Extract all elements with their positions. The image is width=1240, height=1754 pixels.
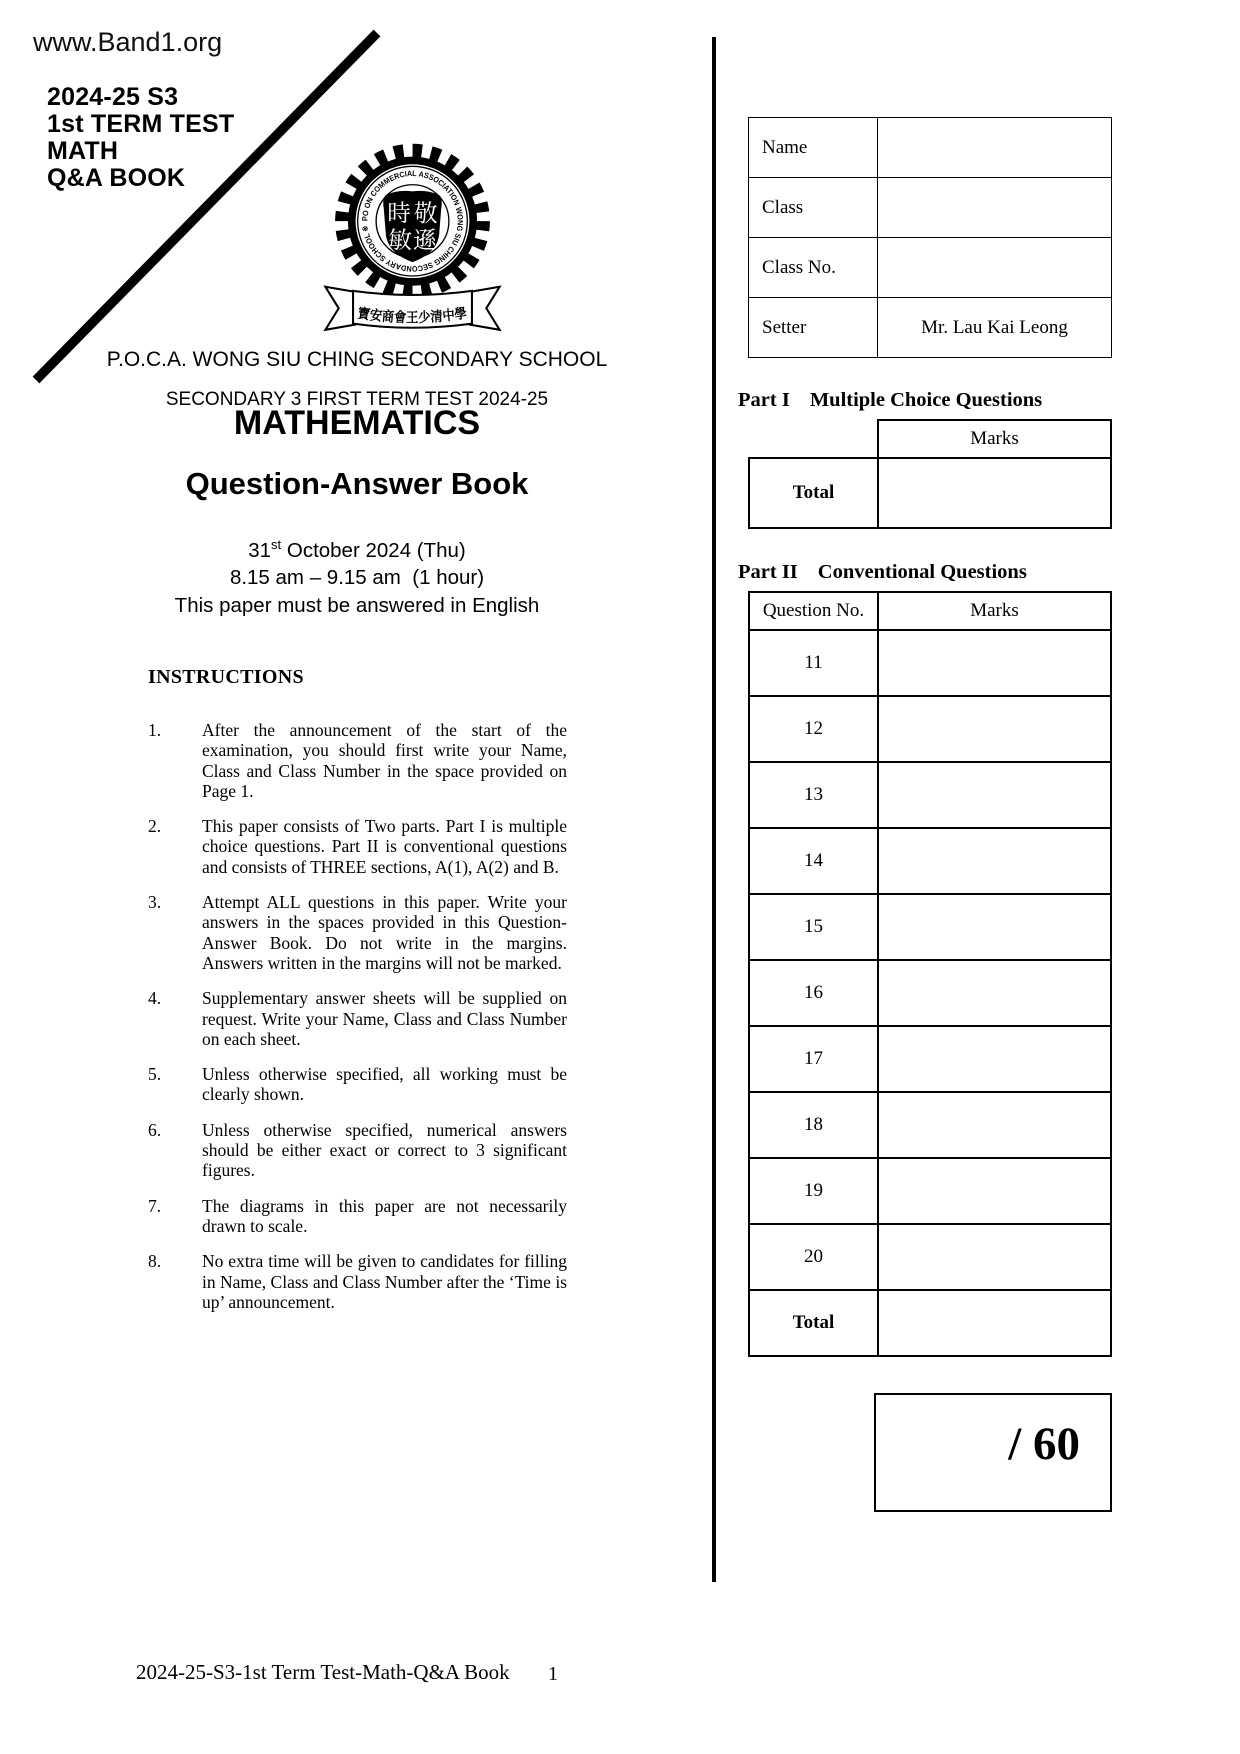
instruction-text: No extra time will be given to candidates for filling in Name, Class and Class Number after the ‘Time is up’ announcement. — [202, 1251, 567, 1312]
instruction-item — [148, 1120, 567, 1181]
table-row — [749, 118, 1112, 178]
ordinal-suffix: st — [271, 537, 282, 552]
marks-cell — [878, 894, 1111, 960]
corner-title-line: MATH — [47, 137, 119, 165]
part1-marks-header: Marks — [878, 420, 1111, 458]
table-row — [749, 762, 1111, 828]
question-number: 16 — [749, 960, 878, 1026]
crest-ribbon-text: 寶安商會王少清中學 — [356, 304, 470, 326]
table-row — [749, 420, 1111, 458]
school-crest-logo — [310, 137, 515, 334]
part2-heading — [738, 561, 1027, 584]
exam-time: 8.15 am – 9.15 am (1 hour) — [229, 566, 485, 590]
instruction-number: 7. — [148, 1195, 162, 1216]
table-row — [749, 894, 1111, 960]
table-row — [749, 696, 1111, 762]
instruction-item — [148, 720, 567, 801]
marks-cell — [878, 960, 1111, 1026]
info-label-class: Class — [749, 178, 878, 238]
question-number: 13 — [749, 762, 878, 828]
instruction-item — [148, 988, 567, 1049]
question-number: 20 — [749, 1224, 878, 1290]
instruction-text: Attempt ALL questions in this paper. Write your answers in the spaces provided in this Question-Answer Book. Do not write in the margins. Answers written in the margins will not be marked. — [202, 892, 567, 973]
instruction-item — [148, 1064, 567, 1105]
info-label-name: Name — [749, 118, 878, 178]
table-row — [749, 960, 1111, 1026]
marks-cell — [878, 1092, 1111, 1158]
marks-cell — [878, 630, 1111, 696]
corner-title-line: 1st TERM TEST — [47, 110, 235, 138]
instruction-number: 6. — [148, 1119, 162, 1140]
table-row — [749, 630, 1111, 696]
question-number: 17 — [749, 1026, 878, 1092]
language-note: This paper must be answered in English — [174, 593, 540, 617]
crest-char-tl: 時 — [387, 200, 411, 227]
instruction-text: After the announcement of the start of the examination, you should first write your Name, Class and Class Number in the space provided on Page 1. — [202, 720, 567, 801]
test-title: SECONDARY 3 FIRST TERM TEST 2024-25 — [165, 389, 549, 410]
instructions-section — [148, 666, 567, 1327]
crest-char-br: 遜 — [413, 226, 437, 253]
marks-cell — [878, 828, 1111, 894]
empty-corner-cell — [749, 420, 878, 458]
instruction-number: 3. — [148, 892, 162, 913]
table-row — [749, 828, 1111, 894]
instruction-item — [148, 892, 567, 973]
instruction-text: Unless otherwise specified, numerical answers should be either exact or correct to 3 significant figures. — [202, 1119, 567, 1181]
info-value-setter: Mr. Lau Kai Leong — [878, 298, 1112, 358]
instruction-text: Supplementary answer sheets will be supplied on request. Write your Name, Class and Class Number on each sheet. — [202, 988, 567, 1049]
part1-title: Multiple Choice Questions — [809, 389, 1043, 411]
instruction-text: Unless otherwise specified, all working must be clearly shown. — [202, 1064, 567, 1105]
corner-title-line: 2024-25 S3 — [47, 83, 179, 111]
watermark-url: www.Band1.org — [33, 27, 223, 57]
table-row — [749, 1026, 1111, 1092]
marks-cell — [878, 1026, 1111, 1092]
part1-total-label: Total — [749, 458, 878, 528]
table-row — [749, 458, 1111, 528]
part2-total-value — [878, 1290, 1111, 1356]
info-value-name — [878, 118, 1112, 178]
question-number: 15 — [749, 894, 878, 960]
crest-char-bl: 敏 — [388, 226, 412, 253]
instruction-item — [148, 1251, 567, 1312]
question-number: 18 — [749, 1092, 878, 1158]
total-score-box: / 60 — [874, 1393, 1112, 1512]
instruction-item — [148, 1196, 567, 1237]
question-number: 11 — [749, 630, 878, 696]
info-value-class — [878, 178, 1112, 238]
book-title: Question-Answer Book — [185, 466, 529, 501]
part1-total-value — [878, 458, 1111, 528]
marks-cell — [878, 1158, 1111, 1224]
column-divider-line — [712, 37, 716, 1582]
info-value-class-no — [878, 238, 1112, 298]
info-label-setter: Setter — [749, 298, 878, 358]
corner-title-line: Q&A BOOK — [47, 164, 186, 192]
instruction-text: The diagrams in this paper are not necessarily drawn to scale. — [202, 1195, 567, 1236]
table-row — [749, 238, 1112, 298]
part2-question-no-header: Question No. — [749, 592, 878, 630]
marks-cell — [878, 1224, 1111, 1290]
crest-char-tr: 敬 — [414, 200, 438, 227]
part2-title: Conventional Questions — [817, 561, 1027, 583]
table-row — [749, 178, 1112, 238]
part2-marks-table — [748, 591, 1112, 1357]
instruction-item — [148, 816, 567, 877]
student-info-table — [748, 117, 1112, 358]
marks-cell — [878, 762, 1111, 828]
part2-total-label: Total — [749, 1290, 878, 1356]
part1-heading — [738, 389, 1042, 412]
instruction-number: 8. — [148, 1251, 162, 1272]
crest-ring-text: PO ON COMMERCIAL ASSOCIATION WONG SIU CHING SECONDARY SCHOOL ※ — [360, 168, 465, 274]
table-row — [749, 592, 1111, 630]
subject-title: MATHEMATICS — [233, 404, 481, 442]
table-row — [749, 1224, 1111, 1290]
instruction-number: 2. — [148, 816, 162, 837]
crest-ribbon — [325, 287, 499, 330]
footer-document-id: 2024-25-S3-1st Term Test-Math-Q&A Book — [136, 1660, 510, 1684]
table-row — [749, 1158, 1111, 1224]
instruction-text: This paper consists of Two parts. Part I is multiple choice questions. Part II is conventional questions and consists of THREE sections, A(1), A(2) and B. — [202, 816, 567, 877]
part1-label: Part I — [738, 389, 790, 411]
instructions-heading: INSTRUCTIONS — [148, 666, 304, 688]
table-row — [749, 1092, 1111, 1158]
instruction-number: 4. — [148, 988, 162, 1009]
marks-cell — [878, 696, 1111, 762]
info-label-class-no: Class No. — [749, 238, 878, 298]
question-number: 19 — [749, 1158, 878, 1224]
part1-marks-table — [748, 419, 1112, 529]
exam-datetime-block — [0, 531, 714, 619]
instruction-number: 5. — [148, 1064, 162, 1085]
school-name: P.O.C.A. WONG SIU CHING SECONDARY SCHOOL — [106, 348, 608, 371]
question-number: 14 — [749, 828, 878, 894]
table-row — [749, 1290, 1111, 1356]
instruction-number: 1. — [148, 720, 162, 740]
page-number: 1 — [548, 1663, 558, 1685]
question-number: 12 — [749, 696, 878, 762]
part2-marks-header: Marks — [878, 592, 1111, 630]
table-row — [749, 298, 1112, 358]
exam-date: 31st October 2024 (Thu) — [248, 537, 466, 562]
part2-label: Part II — [738, 561, 798, 583]
